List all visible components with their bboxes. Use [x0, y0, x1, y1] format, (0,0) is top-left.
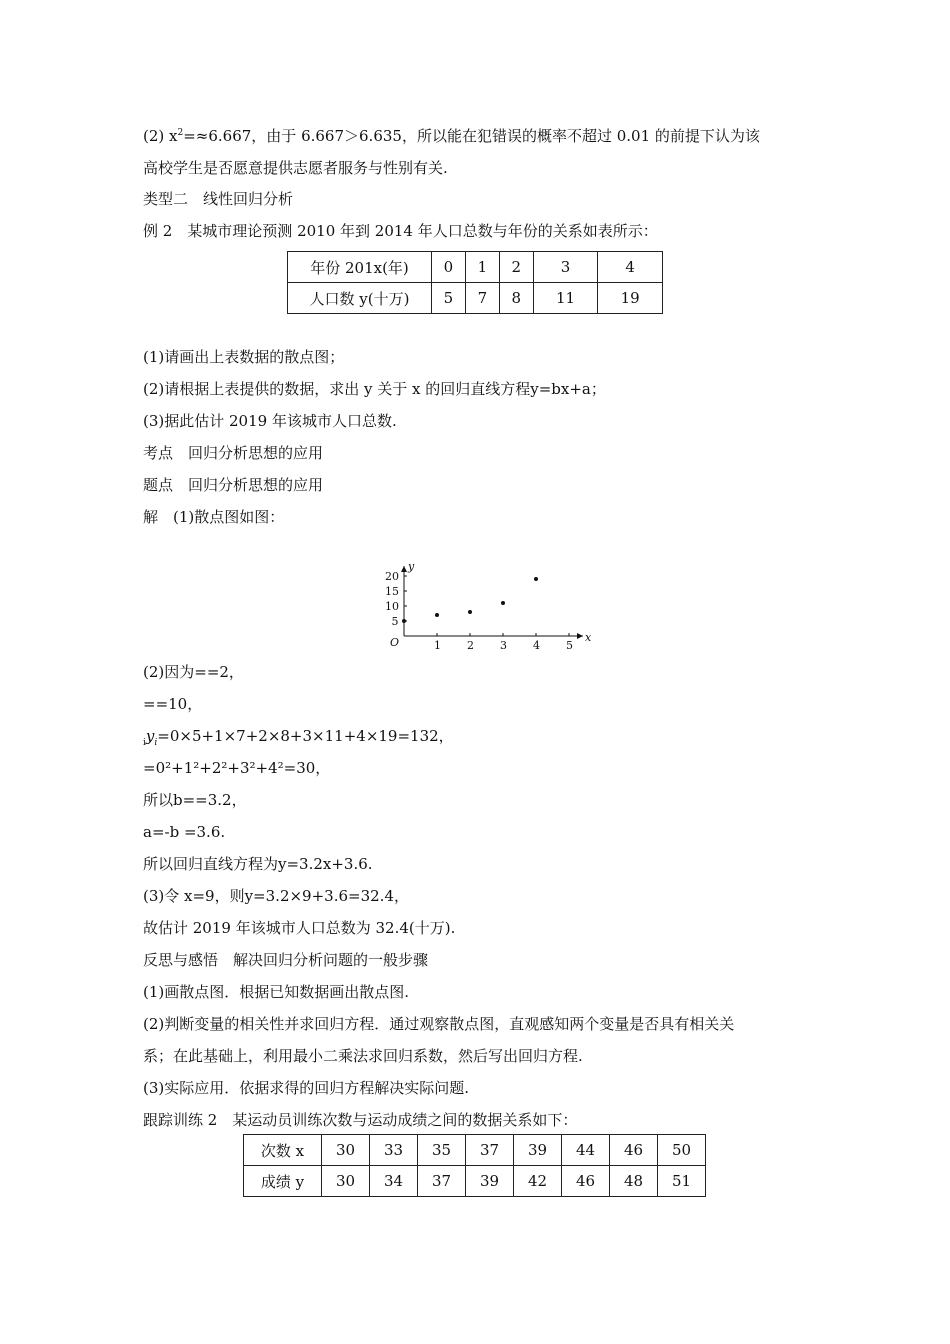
table-row-label: 次数 x	[244, 1135, 322, 1166]
table-cell: 1	[465, 252, 499, 283]
question-1: (1)请画出上表数据的散点图；	[143, 348, 345, 366]
reflection-heading: 反思与感悟 解决回归分析问题的一般步骤	[143, 951, 429, 969]
table-cell: 4	[598, 252, 663, 283]
table-cell: 46	[610, 1135, 658, 1166]
line-chi-square: (2) $x^2=\approx 6.667$，由于 6.667＞6.635，所以能在犯错误的概率不超过 0.01 的前提下认为该	[143, 127, 760, 145]
table-cell: 46	[562, 1166, 610, 1197]
table-cell: 30	[322, 1166, 370, 1197]
table-cell: 51	[658, 1166, 706, 1197]
table-cell: 11	[533, 283, 598, 314]
data-point	[501, 601, 505, 605]
x-tick-label: 3	[500, 639, 507, 650]
data-point	[402, 619, 406, 623]
topic-tidian: 题点 回归分析思想的应用	[143, 476, 324, 494]
solution-a: a=-b =3.6.	[143, 823, 226, 841]
solution-predict: (3)令 x=9，则y=3.2×9+3.6=32.4，	[143, 887, 409, 905]
table-cell: 2	[499, 252, 533, 283]
table-cell: 44	[562, 1135, 610, 1166]
table-cell: 7	[465, 283, 499, 314]
table-cell: 39	[514, 1135, 562, 1166]
y-tick-label: 15	[385, 585, 399, 598]
topic-kaodian: 考点 回归分析思想的应用	[143, 444, 324, 462]
table-cell: 19	[598, 283, 663, 314]
y-tick-label: 10	[385, 600, 399, 613]
y-tick-label: 5	[391, 615, 399, 628]
table-cell: 39	[466, 1166, 514, 1197]
example-2-intro: 例 2 某城市理论预测 2010 年到 2014 年人口总数与年份的关系如表所示：	[143, 222, 658, 240]
data-point	[468, 610, 472, 614]
solution-sum-x2: =0²+1²+2²+3²+4²=30，	[143, 759, 331, 777]
table-cell: 5	[432, 283, 466, 314]
origin-label: O	[390, 636, 400, 649]
solution-start: 解 (1)散点图如图：	[143, 508, 285, 526]
y-axis-label: y	[408, 560, 415, 573]
y-tick-label: 20	[385, 570, 399, 583]
table-cell: 30	[322, 1135, 370, 1166]
table-row-label: 人口数 y(十万)	[288, 283, 432, 314]
y-axis-arrow	[401, 566, 407, 572]
table-cell: 42	[514, 1166, 562, 1197]
chart-axes	[385, 560, 592, 650]
reflection-step-1: (1)画散点图．根据已知数据画出散点图.	[143, 983, 410, 1001]
chart-marks	[402, 577, 538, 623]
solution-mean-x: (2)因为==2，	[143, 663, 244, 681]
table-row-label: 年份 201x(年)	[288, 252, 432, 283]
training-table	[243, 1134, 706, 1197]
data-point	[435, 613, 439, 617]
x-tick-label: 5	[566, 639, 573, 650]
table-row-label: 成绩 y	[244, 1166, 322, 1197]
section-heading: 类型二 线性回归分析	[143, 190, 294, 208]
question-3: (3)据此估计 2019 年该城市人口总数.	[143, 412, 397, 430]
x-tick-label: 2	[467, 639, 474, 650]
table-cell: 37	[418, 1166, 466, 1197]
data-point	[534, 577, 538, 581]
x-axis-arrow	[577, 633, 583, 639]
reflection-step-2: (2)判断变量的相关性并求回归方程．通过观察散点图，直观感知两个变量是否具有相关关	[143, 1015, 735, 1033]
table-cell: 37	[466, 1135, 514, 1166]
table-cell: 50	[658, 1135, 706, 1166]
x-axis-label: x	[585, 631, 592, 644]
solution-estimate: 故估计 2019 年该城市人口总数为 32.4(十万).	[143, 919, 456, 937]
table-cell: 8	[499, 283, 533, 314]
table-cell: 34	[370, 1166, 418, 1197]
scatter-chart	[380, 535, 600, 650]
solution-b: 所以b==3.2，	[143, 791, 247, 809]
question-2: (2)请根据上表提供的数据，求出 y 关于 x 的回归直线方程y=bx+a；	[143, 380, 606, 398]
population-table	[287, 251, 663, 314]
reflection-step-2-cont: 系；在此基础上，利用最小二乘法求回归系数，然后写出回归方程.	[143, 1047, 583, 1065]
x-tick-label: 4	[533, 639, 540, 650]
solution-equation: 所以回归直线方程为y=3.2x+3.6.	[143, 855, 373, 873]
training-2-intro: 跟踪训练 2 某运动员训练次数与运动成绩之间的数据关系如下：	[143, 1111, 578, 1129]
table-cell: 3	[533, 252, 598, 283]
reflection-step-3: (3)实际应用．依据求得的回归方程解决实际问题.	[143, 1079, 470, 1097]
table-cell: 33	[370, 1135, 418, 1166]
line-conclusion: 高校学生是否愿意提供志愿者服务与性别有关.	[143, 159, 448, 177]
table-cell: 35	[418, 1135, 466, 1166]
x-tick-label: 1	[434, 639, 441, 650]
solution-sum-xy: $_iy_i=0\times 5+1\times 7+2\times 8+3\times 11+4\times 19=132$，	[143, 727, 454, 748]
table-cell: 48	[610, 1166, 658, 1197]
table-cell: 0	[432, 252, 466, 283]
solution-mean-y: ==10，	[143, 695, 203, 713]
